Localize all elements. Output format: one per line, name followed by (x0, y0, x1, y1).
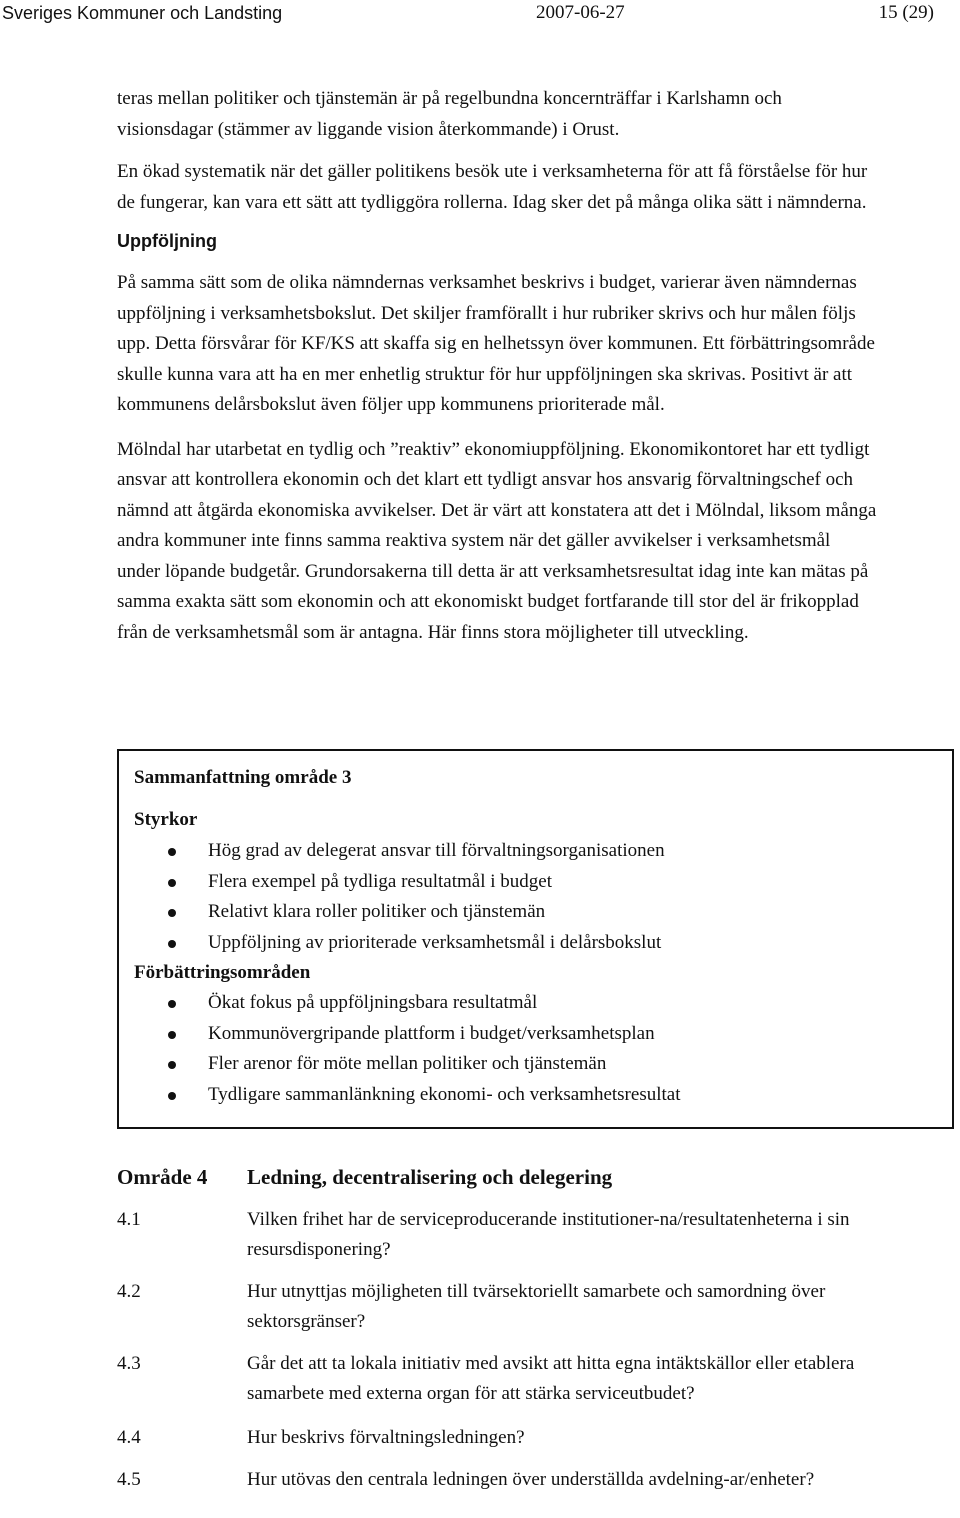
question-number: 4.1 (117, 1209, 141, 1230)
list-item: Relativt klara roller politiker och tjänstemän (134, 897, 665, 928)
page-header (0, 0, 960, 24)
list-item: Ökat fokus på uppföljningsbara resultatmål (134, 988, 681, 1019)
question-text: Hur utnyttjas möjligheten till tvärsektoriellt samarbete och samordning över sektorsgränser? (247, 1281, 826, 1332)
strengths-title: Styrkor (134, 809, 198, 830)
list-item: Flera exempel på tydliga resultatmål i budget (134, 867, 665, 898)
paragraph-uppfoljning: På samma sätt som de olika nämndernas verksamhet beskrivs i budget, varierar även nämndernas uppföljning i verksamhetsbokslut. Det skiljer framförallt i hur rubriker skrivs och hur målen följs upp. Detta försvårar för KF/KS att skaffa sig en helhetssyn över kommunen. Ett förbättringsområde skulle kunna vara att ha en mer enhetlig struktur för hur uppföljningen ska skrivas. Positivt är att kommunens delårsbokslut även följer upp kommunens prioriterade mål. (117, 272, 875, 415)
summary-title: Sammanfattning område 3 (134, 767, 352, 788)
area-title: Ledning, decentralisering och delegering (247, 1165, 613, 1189)
area-label: Område 4 (117, 1165, 208, 1189)
bullet-icon (168, 940, 176, 948)
bullet-icon (168, 1000, 176, 1008)
header-organization: Sveriges Kommuner och Landsting (2, 3, 283, 23)
question-number: 4.3 (117, 1353, 141, 1374)
strengths-list (134, 836, 665, 958)
bullet-icon (168, 909, 176, 917)
question-text: Går det att ta lokala initiativ med avsikt att hitta egna intäktskällor eller etablera samarbete med externa organ för att stärka serviceutbudet? (247, 1353, 855, 1404)
question-text: Vilken frihet har de serviceproducerande institutioner-na/resultatenheterna i sin resursdisponering? (247, 1209, 850, 1260)
bullet-icon (168, 848, 176, 856)
list-item: Kommunövergripande plattform i budget/verksamhetsplan (134, 1019, 681, 1050)
bullet-icon (168, 1031, 176, 1039)
bullet-icon (168, 1092, 176, 1100)
bullet-icon (168, 879, 176, 887)
body-text (117, 84, 877, 648)
question-text: Hur beskrivs förvaltningsledningen? (247, 1427, 525, 1448)
header-date: 2007-06-27 (536, 2, 625, 23)
question-text: Hur utövas den centrala ledningen över underställda avdelning-ar/enheter? (247, 1469, 815, 1490)
list-item: Tydligare sammanlänkning ekonomi- och verksamhetsresultat (134, 1080, 681, 1111)
list-item: Uppföljning av prioriterade verksamhetsmål i delårsbokslut (134, 928, 665, 959)
summary-box (117, 749, 954, 1129)
paragraph-molndal: Mölndal har utarbetat en tydlig och ”reaktiv” ekonomiuppföljning. Ekonomikontoret har ett tydligt ansvar att kontrollera ekonomin och det klart ett tydligt ansvar hos ansvarig förvaltningschef och nämnd att åtgärda ekonomiska avvikelser. Det är värt att konstatera att det i Mölndal, liksom många andra kommuner inte finns samma reaktiva system när det gäller avvikelser i verksamhetsmål under löpande budgetår. Grundorsakerna till detta är att verksamhetsresultat idag inte kan mätas på samma exakta sätt som ekonomin och att ekonomiskt budget fortfarande till stor del är frikopplad från de verksamhetsmål som är antagna. Här finns stora möjligheter till utveckling. (117, 438, 877, 643)
improvements-title: Förbättringsområden (134, 962, 311, 983)
section-heading-uppfoljning: Uppföljning (117, 231, 217, 251)
list-item: Fler arenor för möte mellan politiker och tjänstemän (134, 1049, 681, 1080)
list-item: Hög grad av delegerat ansvar till förvaltningsorganisationen (134, 836, 665, 867)
question-number: 4.5 (117, 1469, 141, 1490)
question-number: 4.2 (117, 1281, 141, 1302)
improvements-list (134, 988, 681, 1110)
paragraph-systematic-visits: En ökad systematik när det gäller politikens besök ute i verksamheterna för att få förståelse för hur de fungerar, kan vara ett sätt att tydliggöra rollerna. Idag sker det på många olika sätt i nämnderna. (117, 161, 868, 213)
question-number: 4.4 (117, 1427, 141, 1448)
bullet-icon (168, 1061, 176, 1069)
header-page-number: 15 (29) (878, 2, 934, 23)
paragraph-roles-meetings: teras mellan politiker och tjänstemän är på regelbundna koncernträffar i Karlshamn och visionsdagar (stämmer av liggande vision återkommande) i Orust. (117, 88, 782, 140)
